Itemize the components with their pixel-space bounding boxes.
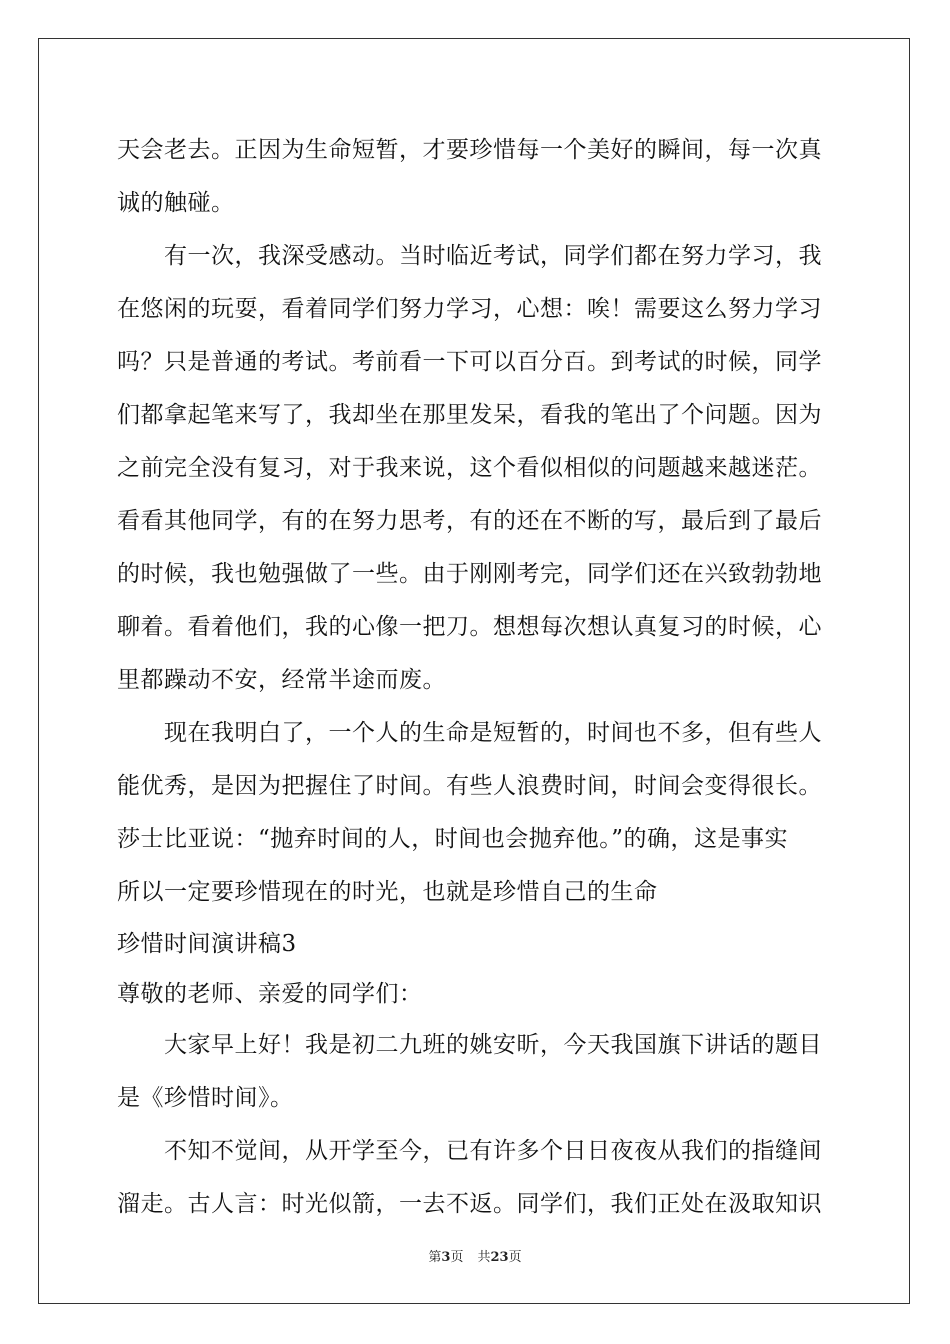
document-body (117, 124, 833, 1231)
page-prefix: 第 (428, 1250, 442, 1265)
text-line: 有一次，我深受感动。当时临近考试，同学们都在努力学习，我 (117, 243, 822, 269)
section-title: 珍惜时间演讲稿3 (117, 931, 297, 957)
page-footer (0, 1246, 950, 1265)
text-line: 诚的触碰。 (117, 190, 235, 216)
text-line: 吗？只是普通的考试。考前看一下可以百分百。到考试的时候，同学 (117, 349, 822, 375)
text-line: 能优秀，是因为把握住了时间。有些人浪费时间，时间会变得很长。 (117, 773, 822, 799)
total-prefix: 共 (477, 1250, 491, 1265)
text-line: 不知不觉间，从开学至今，已有许多个日日夜夜从我们的指缝间 (117, 1138, 822, 1164)
text-line: 现在我明白了，一个人的生命是短暂的，时间也不多，但有些人 (117, 720, 822, 746)
text-line: 是《珍惜时间》。 (117, 1085, 294, 1111)
text-line: 里都躁动不安，经常半途而废。 (117, 667, 446, 693)
salutation: 尊敬的老师、亲爱的同学们： (117, 981, 423, 1007)
text-line: 大家早上好！我是初二九班的姚安昕，今天我国旗下讲话的题目 (117, 1032, 822, 1058)
page-suffix: 页 (450, 1250, 464, 1265)
text-line: 们都拿起笔来写了，我却坐在那里发呆，看我的笔出了个问题。因为 (117, 402, 822, 428)
text-line: 之前完全没有复习，对于我来说，这个看似相似的问题越来越迷茫。 (117, 455, 822, 481)
total-pages: 23 (490, 1250, 509, 1265)
text-line: 看看其他同学，有的在努力思考，有的还在不断的写，最后到了最后 (117, 508, 822, 534)
text-line: 所以一定要珍惜现在的时光，也就是珍惜自己的生命 (117, 879, 658, 905)
total-suffix: 页 (508, 1250, 522, 1265)
text-line: 聊着。看着他们，我的心像一把刀。想想每次想认真复习的时候，心 (117, 614, 822, 640)
text-line: 在悠闲的玩耍，看着同学们努力学习，心想：唉！需要这么努力学习 (117, 296, 822, 322)
text-line: 莎士比亚说：“抛弃时间的人，时间也会抛弃他。”的确，这是事实 (117, 826, 789, 852)
text-line: 的时候，我也勉强做了一些。由于刚刚考完，同学们还在兴致勃勃地 (117, 561, 822, 587)
page-number: 3 (441, 1250, 451, 1265)
text-line: 天会老去。正因为生命短暂，才要珍惜每一个美好的瞬间，每一次真 (117, 137, 822, 163)
text-line: 溜走。古人言：时光似箭，一去不返。同学们，我们正处在汲取知识 (117, 1191, 822, 1217)
